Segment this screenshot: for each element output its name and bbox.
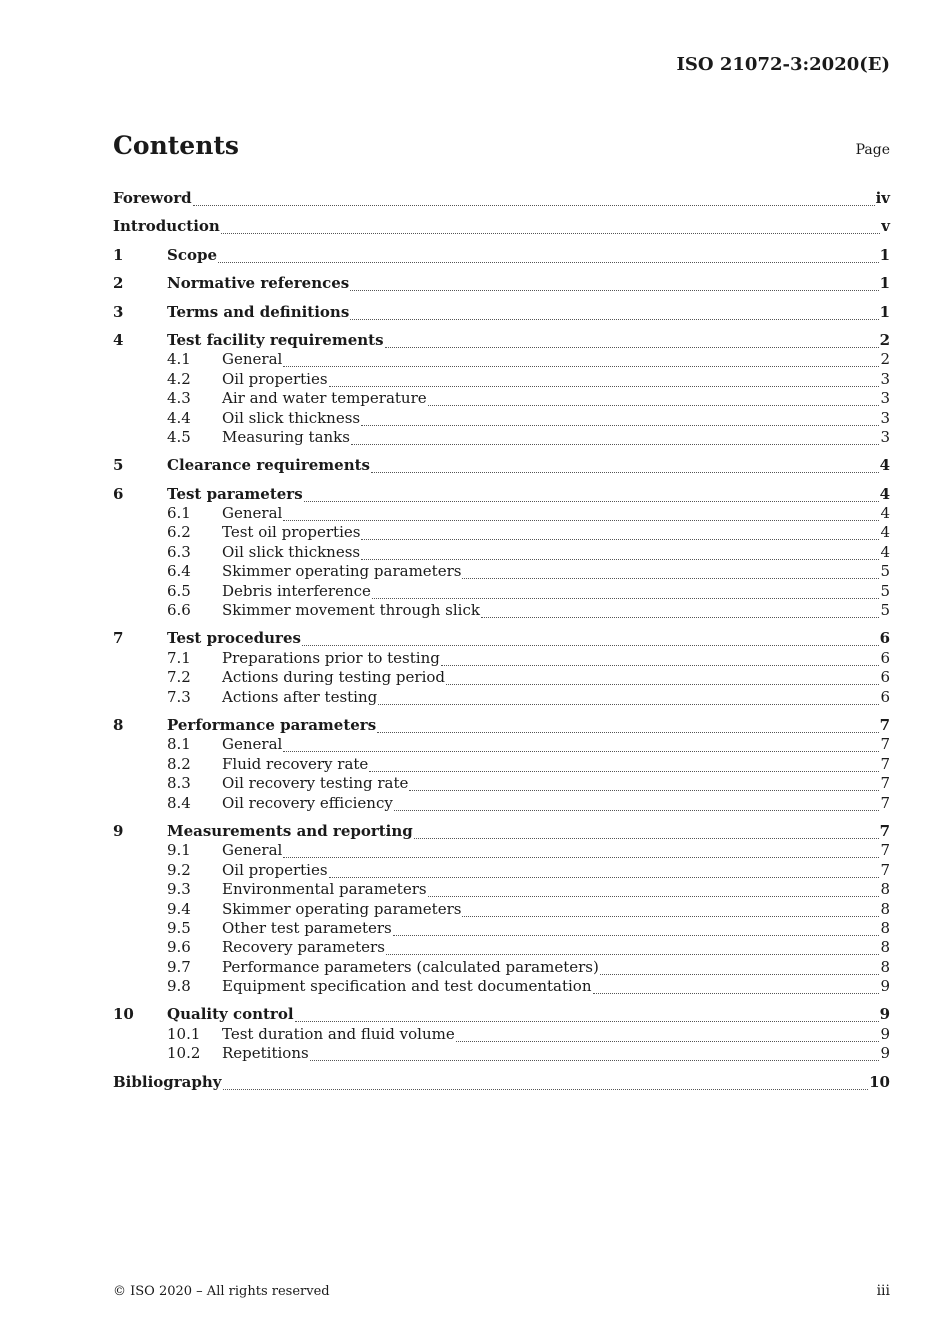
toc-entry-page: 6 [880,648,890,667]
toc-entry[interactable] [113,560,890,579]
toc-entry-number: 4.4 [167,408,191,427]
toc-entry-title[interactable]: General [222,350,283,369]
toc-entry-title[interactable]: Quality control [167,1005,294,1024]
toc-entry-number: 10 [113,1005,134,1024]
toc-entry-number: 6.2 [167,523,191,542]
toc-entry-number: 4.3 [167,389,191,408]
toc-entry-page: 8 [880,880,890,899]
dot-leader [372,583,880,599]
toc-entry-number: 8.3 [167,774,191,793]
dot-leader [329,862,880,878]
toc-entry[interactable] [113,839,890,858]
dot-leader [302,630,879,646]
dot-leader [428,390,880,406]
toc-entry-title[interactable]: Preparations prior to testing [222,648,440,667]
toc-entry-page: 5 [880,581,890,600]
toc-entry-page: 3 [880,408,890,427]
toc-entry-page: 8 [880,957,890,976]
toc-entry[interactable] [113,753,890,772]
dot-leader [600,959,880,975]
toc-entry-page: 1 [879,302,890,321]
toc-entry-title[interactable]: General [222,841,283,860]
toc-entry-title[interactable]: Actions after testing [222,687,378,706]
toc-entry[interactable] [113,878,890,897]
dot-leader [377,717,878,733]
toc-entry[interactable] [113,666,890,685]
toc-entry-page: 7 [879,821,890,840]
toc-entry-number: 4.2 [167,369,191,388]
toc-entry-number: 6.5 [167,581,191,600]
toc-entry-number: 1 [113,245,124,264]
toc-entry-page: 6 [880,687,890,706]
toc-entry-page: 7 [880,754,890,773]
dot-leader [361,544,879,560]
toc-entry-page: 10 [869,1072,890,1091]
toc-entry-title[interactable]: Oil properties [222,860,328,879]
toc-entry-number: 9.4 [167,899,191,918]
toc-entry-title[interactable]: Fluid recovery rate [222,754,369,773]
toc-entry[interactable] [113,426,890,445]
dot-leader [414,823,879,839]
dot-leader [409,775,879,791]
dot-leader [462,563,879,579]
toc-entry[interactable] [113,772,890,791]
toc-entry[interactable] [113,580,890,599]
toc-entry-page: 8 [880,918,890,937]
toc-entry-number: 9.8 [167,977,191,996]
toc-entry-title[interactable]: Other test parameters [222,918,392,937]
toc-entry-title[interactable]: Repetitions [222,1044,309,1063]
dot-leader [386,939,880,955]
dot-leader [361,524,879,540]
table-of-contents [113,184,890,1090]
toc-entry-title[interactable]: Test facility requirements [167,330,384,349]
toc-entry[interactable] [113,1023,890,1042]
toc-entry-page: 7 [880,735,890,754]
toc-entry-title[interactable]: Measuring tanks [222,427,350,446]
toc-entry-number: 6.1 [167,504,191,523]
toc-entry-title[interactable]: Foreword [113,189,192,207]
dot-leader [283,736,879,752]
toc-entry-number: 3 [113,302,124,321]
toc-entry-page: iv [875,189,890,207]
toc-entry[interactable] [113,936,890,955]
toc-entry-number: 9 [113,821,124,840]
toc-entry[interactable] [113,714,890,733]
toc-entry-number: 7.3 [167,687,191,706]
dot-leader [428,881,880,897]
toc-entry-title[interactable]: Performance parameters (calculated parameters) [222,957,599,976]
toc-entry-number: 4.1 [167,350,191,369]
toc-entry-number: 6.3 [167,542,191,561]
toc-entry[interactable] [113,387,890,406]
toc-entry[interactable] [113,244,890,263]
dot-leader [350,304,878,320]
toc-entry-title[interactable]: General [222,504,283,523]
toc-entry[interactable] [113,329,890,348]
toc-entry-page: 4 [879,484,890,503]
toc-entry-title[interactable]: Skimmer operating parameters [222,899,462,918]
toc-entry[interactable] [113,733,890,752]
dot-leader [283,351,879,367]
toc-entry-title[interactable]: Equipment specification and test documentation [222,977,592,996]
dot-leader [385,332,879,348]
toc-entry[interactable] [113,898,890,917]
toc-entry-page: 3 [880,369,890,388]
toc-entry[interactable] [113,215,890,234]
toc-entry-page: 7 [880,774,890,793]
dot-leader [221,218,880,234]
toc-entry-number: 6.4 [167,562,191,581]
dot-leader [593,978,880,994]
toc-entry-title[interactable]: Oil slick thickness [222,408,361,427]
toc-entry-title[interactable]: Skimmer movement through slick [222,601,480,620]
toc-entry-page: 7 [880,841,890,860]
page-column-label: Page [855,142,890,158]
toc-entry[interactable] [113,686,890,705]
toc-entry[interactable] [113,647,890,666]
dot-leader [193,190,875,206]
document-id: ISO 21072-3:2020(E) [676,54,890,75]
dot-leader [446,669,879,685]
dot-leader [351,429,879,445]
dot-leader [361,410,879,426]
toc-entry[interactable] [113,407,890,426]
toc-entry-page: 4 [879,456,890,475]
dot-leader [441,650,880,666]
toc-entry-title[interactable]: Debris interference [222,581,371,600]
toc-entry-number: 7.1 [167,648,191,667]
toc-entry[interactable] [113,521,890,540]
toc-entry-number: 9.3 [167,880,191,899]
toc-entry-number: 2 [113,274,124,293]
toc-entry-title[interactable]: Actions during testing period [222,668,446,687]
toc-entry-title[interactable]: General [222,735,283,754]
dot-leader [310,1045,880,1061]
toc-entry[interactable] [113,368,890,387]
toc-entry-title[interactable]: Scope [167,245,218,264]
dot-leader [481,602,880,618]
toc-entry-title[interactable]: Bibliography [113,1072,222,1091]
toc-entry-page: 6 [880,668,890,687]
toc-entry[interactable] [113,502,890,521]
toc-entry-title[interactable]: Air and water temperature [222,389,427,408]
toc-entry-title[interactable]: Oil recovery testing rate [222,774,409,793]
toc-entry-page: 2 [880,350,890,369]
toc-entry-title[interactable]: Measurements and reporting [167,821,413,840]
toc-entry-number: 10.1 [167,1024,201,1043]
toc-entry-title[interactable]: Skimmer operating parameters [222,562,462,581]
toc-entry-title[interactable]: Clearance requirements [167,456,371,475]
toc-entry-number: 8.2 [167,754,191,773]
toc-entry-title[interactable]: Oil slick thickness [222,542,361,561]
dot-leader [283,505,879,521]
toc-entry-title[interactable]: Test oil properties [222,523,361,542]
toc-entry-page: 5 [880,601,890,620]
footer-page-number: iii [876,1283,890,1299]
dot-leader [462,901,879,917]
toc-entry-number: 9.6 [167,938,191,957]
dot-leader [378,689,879,705]
toc-entry[interactable] [113,599,890,618]
toc-entry[interactable] [113,627,890,646]
toc-entry-title[interactable]: Oil properties [222,369,328,388]
toc-entry-number: 9.5 [167,918,191,937]
toc-entry[interactable] [113,1003,890,1022]
toc-entry-title[interactable]: Oil recovery efficiency [222,793,393,812]
toc-entry[interactable] [113,956,890,975]
dot-leader [371,457,879,473]
dot-leader [329,371,880,387]
dot-leader [393,920,880,936]
toc-entry-title[interactable]: Normative references [167,274,350,293]
toc-entry-number: 6.6 [167,601,191,620]
toc-entry-page: 7 [880,860,890,879]
toc-entry[interactable] [113,859,890,878]
toc-entry-page: 9 [880,1044,890,1063]
toc-entry-page: 1 [879,245,890,264]
toc-entry-page: 7 [880,793,890,812]
toc-entry-number: 9.1 [167,841,191,860]
toc-entry-number: 10.2 [167,1044,201,1063]
toc-entry[interactable] [113,454,890,473]
toc-entry-title[interactable]: Introduction [113,217,220,236]
toc-entry-title[interactable]: Performance parameters [167,715,377,734]
toc-entry-number: 9.7 [167,957,191,976]
toc-entry-number: 9.2 [167,860,191,879]
dot-leader [394,795,880,811]
toc-entry[interactable] [113,483,890,502]
toc-entry[interactable] [113,272,890,291]
toc-entry-page: 1 [879,274,890,293]
toc-entry-page: 9 [879,1005,890,1024]
toc-entry-page: 4 [880,523,890,542]
toc-entry-number: 6 [113,484,124,503]
dot-leader [369,756,879,772]
dot-leader [456,1026,880,1042]
toc-entry-page: 8 [880,899,890,918]
toc-entry-page: 6 [879,629,890,648]
toc-entry-number: 8.4 [167,793,191,812]
toc-entry-page: 9 [880,977,890,996]
toc-entry-number: 8 [113,715,124,734]
dot-leader [223,1074,869,1090]
toc-entry-title[interactable]: Recovery parameters [222,938,385,957]
toc-entry-number: 4.5 [167,427,191,446]
toc-entry[interactable] [113,792,890,811]
toc-entry-title[interactable]: Test procedures [167,629,301,648]
toc-entry[interactable] [113,917,890,936]
dot-leader [304,486,879,502]
toc-entry[interactable] [113,541,890,560]
toc-entry-number: 5 [113,456,124,475]
toc-entry-page: 2 [879,330,890,349]
toc-entry[interactable] [113,1042,890,1061]
footer-copyright: © ISO 2020 – All rights reserved [113,1284,330,1299]
toc-entry-page: 9 [880,1024,890,1043]
toc-entry[interactable] [113,348,890,367]
toc-entry-number: 4 [113,330,124,349]
dot-leader [283,842,879,858]
toc-entry[interactable] [113,975,890,994]
toc-entry-page: 5 [880,562,890,581]
toc-entry-page: 4 [880,542,890,561]
toc-entry-page: 8 [880,938,890,957]
toc-entry-page: v [881,217,890,236]
dot-leader [295,1006,879,1022]
toc-entry[interactable] [113,1071,890,1090]
toc-entry-page: 4 [880,504,890,523]
toc-entry-number: 8.1 [167,735,191,754]
toc-entry[interactable] [113,187,890,206]
toc-entry-page: 3 [880,427,890,446]
toc-entry-title[interactable]: Terms and definitions [167,302,350,321]
contents-title: Contents [113,131,240,160]
toc-entry-title[interactable]: Test duration and fluid volume [222,1024,455,1043]
toc-entry-page: 3 [880,389,890,408]
toc-entry-number: 7 [113,629,124,648]
dot-leader [218,247,879,263]
toc-entry-title[interactable]: Test parameters [167,484,303,503]
toc-entry-title[interactable]: Environmental parameters [222,880,427,899]
toc-entry[interactable] [113,820,890,839]
dot-leader [350,275,878,291]
toc-entry-number: 7.2 [167,668,191,687]
toc-entry-page: 7 [879,715,890,734]
toc-entry[interactable] [113,301,890,320]
